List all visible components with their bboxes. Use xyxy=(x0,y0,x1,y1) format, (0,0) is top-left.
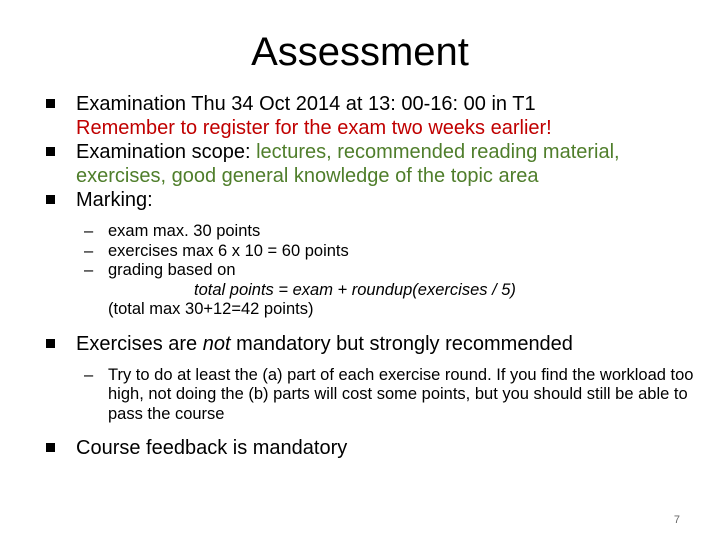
scope-label: Examination scope: xyxy=(76,141,251,163)
exam-reminder: Remember to register for the exam two weeks earlier! xyxy=(76,117,552,139)
square-bullet-icon xyxy=(46,195,55,204)
dash-bullet-icon: – xyxy=(84,365,94,384)
marking-item-text: exam max. 30 points xyxy=(108,222,261,240)
scope-text: lectures, recommended reading material, exercises, good general knowledge of the topic area xyxy=(76,141,620,187)
dash-bullet-icon: – xyxy=(84,241,94,260)
square-bullet-icon xyxy=(46,147,55,156)
bullet-exercises xyxy=(44,332,694,356)
slide-content xyxy=(44,92,694,460)
bullet-feedback xyxy=(44,436,694,460)
marking-item xyxy=(84,242,694,262)
marking-item xyxy=(84,261,694,320)
page-number: 7 xyxy=(673,514,680,526)
marking-total: (total max 30+12=42 points) xyxy=(108,300,314,318)
marking-item-text: grading based on xyxy=(108,261,236,279)
exercises-post: mandatory but strongly recommended xyxy=(236,332,573,355)
exercises-pre: Exercises are xyxy=(76,332,198,355)
bullet-exam xyxy=(44,92,694,140)
bullet-scope xyxy=(44,140,694,188)
exercises-sub-text: Try to do at least the (a) part of each exercise round. If you find the workload too high, not doing the (b) parts will cost some points, but you should still be able to pass the course xyxy=(108,365,694,423)
marking-label: Marking: xyxy=(76,189,153,211)
marking-item-text: exercises max 6 x 10 = 60 points xyxy=(108,241,349,260)
dash-bullet-icon: – xyxy=(84,261,94,279)
exam-line: Examination Thu 34 Oct 2014 at 13: 00-16: 00 in T1 xyxy=(76,93,536,115)
exercises-emphasis: not xyxy=(202,332,231,355)
marking-item xyxy=(84,222,694,242)
marking-formula: total points = exam + roundup(exercises / 5) xyxy=(194,280,516,299)
feedback-text: Course feedback is mandatory xyxy=(76,437,348,459)
square-bullet-icon xyxy=(46,99,55,108)
square-bullet-icon xyxy=(46,339,55,348)
exercises-sub-item xyxy=(84,366,694,425)
slide-title: Assessment xyxy=(251,30,469,74)
dash-bullet-icon: – xyxy=(84,222,94,240)
square-bullet-icon xyxy=(46,443,55,452)
bullet-marking xyxy=(44,188,694,212)
